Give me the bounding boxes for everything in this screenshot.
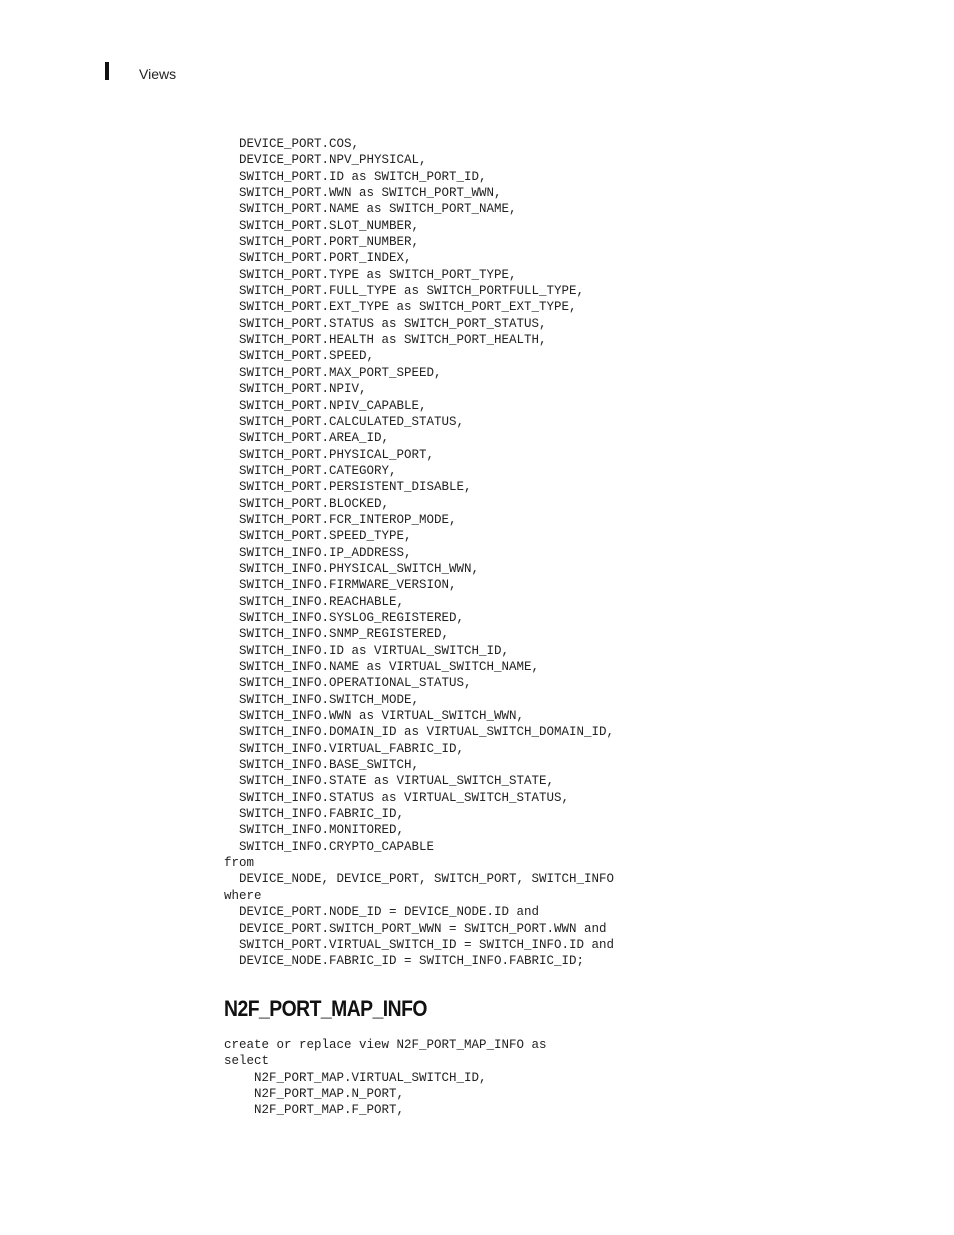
code-line: SWITCH_INFO.STATE as VIRTUAL_SWITCH_STATE, [224,774,555,789]
code-line: SWITCH_INFO.CRYPTO_CAPABLE [224,839,435,854]
sql-code-block-n2f-port-map-info [224,1037,547,1119]
code-line: SWITCH_PORT.NPIV, [224,382,367,397]
code-line: SWITCH_PORT.PERSISTENT_DISABLE, [224,480,472,495]
code-line: SWITCH_INFO.STATUS as VIRTUAL_SWITCH_STATUS, [224,790,570,805]
code-line: SWITCH_INFO.WWN as VIRTUAL_SWITCH_WWN, [224,709,525,724]
code-line: SWITCH_PORT.PORT_INDEX, [224,251,412,266]
code-line: SWITCH_PORT.EXT_TYPE as SWITCH_PORT_EXT_TYPE, [224,300,577,315]
code-line: SWITCH_INFO.VIRTUAL_FABRIC_ID, [224,741,465,756]
code-line: SWITCH_PORT.WWN as SWITCH_PORT_WWN, [224,186,502,201]
code-line: SWITCH_INFO.OPERATIONAL_STATUS, [224,676,472,691]
code-line: SWITCH_INFO.NAME as VIRTUAL_SWITCH_NAME, [224,660,540,674]
code-line: SWITCH_PORT.BLOCKED, [224,496,390,511]
code-line: SWITCH_PORT.SPEED, [224,349,375,364]
code-line: DEVICE_PORT.NPV_PHYSICAL, [224,153,427,168]
code-line: SWITCH_INFO.PHYSICAL_SWITCH_WWN, [224,561,480,576]
code-line: SWITCH_PORT.PORT_NUMBER, [224,235,420,250]
code-line: SWITCH_PORT.CALCULATED_STATUS, [224,414,465,429]
code-line: DEVICE_PORT.NODE_ID = DEVICE_NODE.ID and [224,905,540,920]
code-line: SWITCH_PORT.TYPE as SWITCH_PORT_TYPE, [224,267,517,282]
code-line: SWITCH_PORT.SPEED_TYPE, [224,529,412,544]
code-line: SWITCH_INFO.REACHABLE, [224,594,405,609]
code-line: SWITCH_INFO.FIRMWARE_VERSION, [224,578,457,593]
code-line: SWITCH_INFO.FABRIC_ID, [224,807,405,822]
code-line: SWITCH_PORT.NPIV_CAPABLE, [224,398,427,413]
section-heading-n2f-port-map-info: N2F_PORT_MAP_INFO [224,996,427,1021]
code-line: SWITCH_INFO.DOMAIN_ID as VIRTUAL_SWITCH_DOMAIN_ID, [224,725,615,740]
code-line: SWITCH_PORT.CATEGORY, [224,463,397,478]
code-line: DEVICE_NODE, DEVICE_PORT, SWITCH_PORT, SWITCH_INFO [224,872,615,887]
code-line: SWITCH_PORT.PHYSICAL_PORT, [224,447,435,462]
code-line: SWITCH_INFO.SYSLOG_REGISTERED, [224,610,465,625]
code-line: SWITCH_PORT.NAME as SWITCH_PORT_NAME, [224,202,517,217]
header-change-bar [105,62,109,80]
code-line: from [224,856,255,871]
sql-code-block-device-port-view [224,136,614,970]
code-line: where [224,888,262,903]
code-line: DEVICE_NODE.FABRIC_ID = SWITCH_INFO.FABRIC_ID; [224,954,585,969]
code-line: N2F_PORT_MAP.N_PORT, [224,1087,405,1102]
code-line: SWITCH_PORT.AREA_ID, [224,431,390,446]
code-line: SWITCH_INFO.SNMP_REGISTERED, [224,627,450,642]
code-line: N2F_PORT_MAP.F_PORT, [224,1103,405,1118]
code-line: SWITCH_INFO.MONITORED, [224,823,405,838]
code-line: SWITCH_INFO.IP_ADDRESS, [224,545,412,560]
code-line: SWITCH_INFO.BASE_SWITCH, [224,758,420,773]
code-line: SWITCH_INFO.ID as VIRTUAL_SWITCH_ID, [224,643,510,658]
code-line: SWITCH_PORT.ID as SWITCH_PORT_ID, [224,169,487,184]
code-line: create or replace view N2F_PORT_MAP_INFO as [224,1038,547,1052]
code-line: DEVICE_PORT.COS, [224,137,360,151]
code-line: SWITCH_PORT.SLOT_NUMBER, [224,218,420,233]
code-line: select [224,1054,270,1069]
code-line: DEVICE_PORT.SWITCH_PORT_WWN = SWITCH_PORT.WWN and [224,921,607,936]
code-line: SWITCH_PORT.VIRTUAL_SWITCH_ID = SWITCH_INFO.ID and [224,937,615,952]
code-line: SWITCH_INFO.SWITCH_MODE, [224,692,420,707]
code-line: SWITCH_PORT.FCR_INTEROP_MODE, [224,512,457,527]
code-line: N2F_PORT_MAP.VIRTUAL_SWITCH_ID, [224,1070,487,1085]
code-line: SWITCH_PORT.MAX_PORT_SPEED, [224,365,442,380]
running-header-label: Views [139,66,177,82]
code-line: SWITCH_PORT.STATUS as SWITCH_PORT_STATUS, [224,316,547,331]
code-line: SWITCH_PORT.FULL_TYPE as SWITCH_PORTFULL_TYPE, [224,284,585,299]
code-line: SWITCH_PORT.HEALTH as SWITCH_PORT_HEALTH, [224,333,547,348]
